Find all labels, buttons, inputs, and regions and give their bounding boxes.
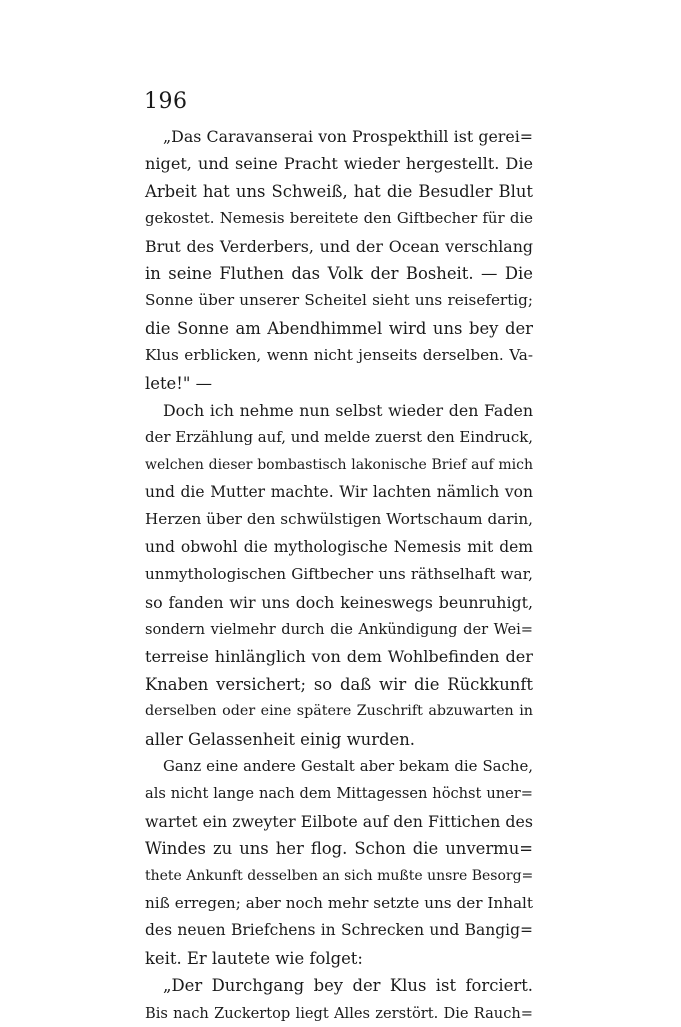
text-line: keit. Er lautete wie folget: bbox=[145, 948, 363, 968]
page-number: 196 bbox=[144, 89, 188, 114]
text-line: Herzen über den schwülstigen Wortschaum darin, bbox=[145, 510, 533, 529]
text-line: niß erregen; aber noch mehr setzte uns der Inhalt bbox=[145, 893, 533, 912]
text-line: „Der Durchgang bey der Klus ist forciert. bbox=[163, 976, 533, 996]
text-line: Ganz eine andere Gestalt aber bekam die Sache, bbox=[163, 756, 533, 775]
text-line: Brut des Verderbers, und der Ocean verschlang bbox=[145, 236, 533, 256]
paragraph-1 bbox=[145, 123, 533, 397]
text-line: lete!" — bbox=[145, 373, 212, 393]
text-line: der Erzählung auf, und melde zuerst den Eindruck, bbox=[145, 428, 533, 447]
paragraph-3 bbox=[145, 753, 533, 972]
text-line: thete Ankunft desselben an sich mußte unsre Besorg= bbox=[145, 867, 534, 884]
text-line: welchen dieser bombastisch lakonische Brief auf mich bbox=[145, 456, 533, 473]
text-line: als nicht lange nach dem Mittagessen höchst uner= bbox=[145, 785, 533, 803]
text-line: Knaben versichert; so daß wir die Rückkunft bbox=[145, 674, 533, 694]
text-line: Bis nach Zuckertop liegt Alles zerstört. Die Rauch= bbox=[145, 1004, 533, 1022]
text-line: terreise hinlänglich von dem Wohlbefinden der bbox=[145, 647, 533, 667]
text-line: unmythologischen Giftbecher uns räthselhaft war, bbox=[145, 565, 533, 584]
text-line: und obwohl die mythologische Nemesis mit dem bbox=[145, 537, 533, 556]
text-line: wartet ein zweyter Eilbote auf den Fittichen des bbox=[145, 811, 533, 831]
text-line: Arbeit hat uns Schweiß, hat die Besudler Blut bbox=[145, 181, 533, 201]
text-line: gekostet. Nemesis bereitete den Giftbecher für die bbox=[145, 209, 533, 228]
text-line: Doch ich nehme nun selbst wieder den Faden bbox=[163, 400, 533, 420]
text-line: die Sonne am Abendhimmel wird uns bey der bbox=[145, 318, 533, 338]
paragraph-2 bbox=[145, 397, 533, 753]
text-line: in seine Fluthen das Volk der Bosheit. — Die bbox=[145, 263, 533, 283]
text-line: sondern vielmehr durch die Ankündigung der Wei= bbox=[145, 621, 533, 639]
text-line: Klus erblicken, wenn nicht jenseits derselben. Va- bbox=[145, 346, 533, 365]
text-line: Windes zu uns her flog. Schon die unvermu= bbox=[145, 839, 533, 859]
text-line: niget, und seine Pracht wieder hergestellt. Die bbox=[145, 154, 533, 174]
body-text bbox=[145, 123, 533, 1027]
text-line: „Das Caravanserai von Prospekthill ist gerei= bbox=[163, 127, 533, 146]
text-line: und die Mutter machte. Wir lachten nämlich von bbox=[145, 483, 533, 502]
text-line: so fanden wir uns doch keineswegs beunruhigt, bbox=[145, 592, 533, 612]
text-line: des neuen Briefchens in Schrecken und Bangig= bbox=[145, 921, 533, 940]
text-line: derselben oder eine spätere Zuschrift abzuwarten in bbox=[145, 703, 533, 720]
text-line: aller Gelassenheit einig wurden. bbox=[145, 729, 416, 749]
text-line: Sonne über unserer Scheitel sieht uns reisefertig; bbox=[145, 291, 533, 310]
